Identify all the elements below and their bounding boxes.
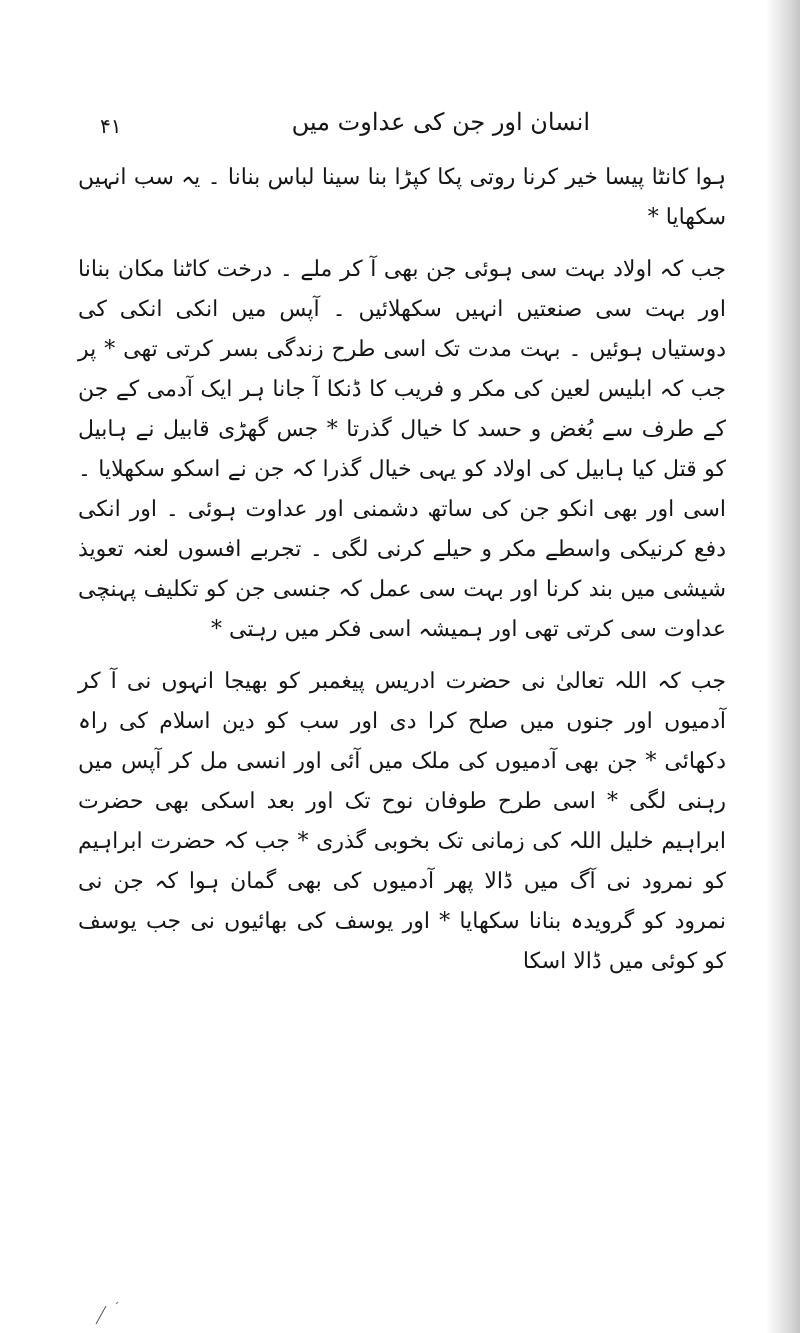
page-number: ۴۱	[100, 114, 122, 138]
paragraph: جب کہ اللہ تعالیٰ نی حضرت ادریس پیغمبر کو بھیجا انہوں نی آ کر آدمیوں اور جنوں میں صلح کرا دی اور سب کو دین اسلام کی راہ دکھائی * جن بھی آدمیوں کی ملک میں آئی اور انسی مل کر آپس میں رہنی لگی * اسی طرح طوفان نوح تک اور بعد اسکی بھی حضرت ابراہیم خلیل اللہ کی زمانی تک بخوبی گذری * جب کہ حضرت ابراہیم کو نمرود نی آگ میں ڈالا پھر آدمیوں کی بھی گمان ہوا کہ جن نی نمرود کو گرویدہ بنانا سکھایا * اور یوسف کی بھائیوں نی جب یوسف کو کوئی میں ڈالا اسکا	[78, 669, 726, 974]
body-text	[78, 158, 726, 982]
running-title: انسان اور جن کی عداوت میں	[291, 108, 590, 136]
paragraph: جب کہ اولاد بہت سی ہوئی جن بھی آ کر ملے ۔ درخت کاٹنا مکان بنانا اور بہت سی صنعتیں انہیں سکھلائیں ۔ آپس میں انکی انکی کی دوستیاں ہوئیں ۔ بہت مدت تک اسی طرح زندگی بسر کرتی تھی * پر جب کہ ابلیس لعین کی مکر و فریب کا ڈنکا آ جانا ہر ایک آدمی کے جن کے طرف سے بُغض و حسد کا خیال گذرتا * جس گھڑی قابیل نے ہابیل کو قتل کیا ہابیل کی اولاد کو یہی خیال گذرا کہ جن نے اسکو سکھلایا ۔ اسی اور بھی انکو جن کی ساتھ دشمنی اور عداوت ہوئی ۔ اور انکی دفع کرنیکی واسطے مکر و حیلے کرنی لگی ۔ تجربے افسوں لعنہ تعویذ شیشی میں بند کرنا اور بہت سی عمل کہ جنسی جن کو تکلیف پہنچی عداوت سی کرتی تھی اور ہمیشہ اسی فکر میں رہتی *	[78, 257, 726, 642]
page-edge-shadow	[766, 0, 800, 1333]
pencil-mark-icon	[92, 1288, 132, 1328]
page-header	[90, 108, 710, 148]
paragraph: ہوا کانٹا پیسا خیر کرنا روتی پکا کپڑا بنا سینا لباس بنانا ۔ یہ سب انہیں سکھایا *	[78, 165, 726, 230]
